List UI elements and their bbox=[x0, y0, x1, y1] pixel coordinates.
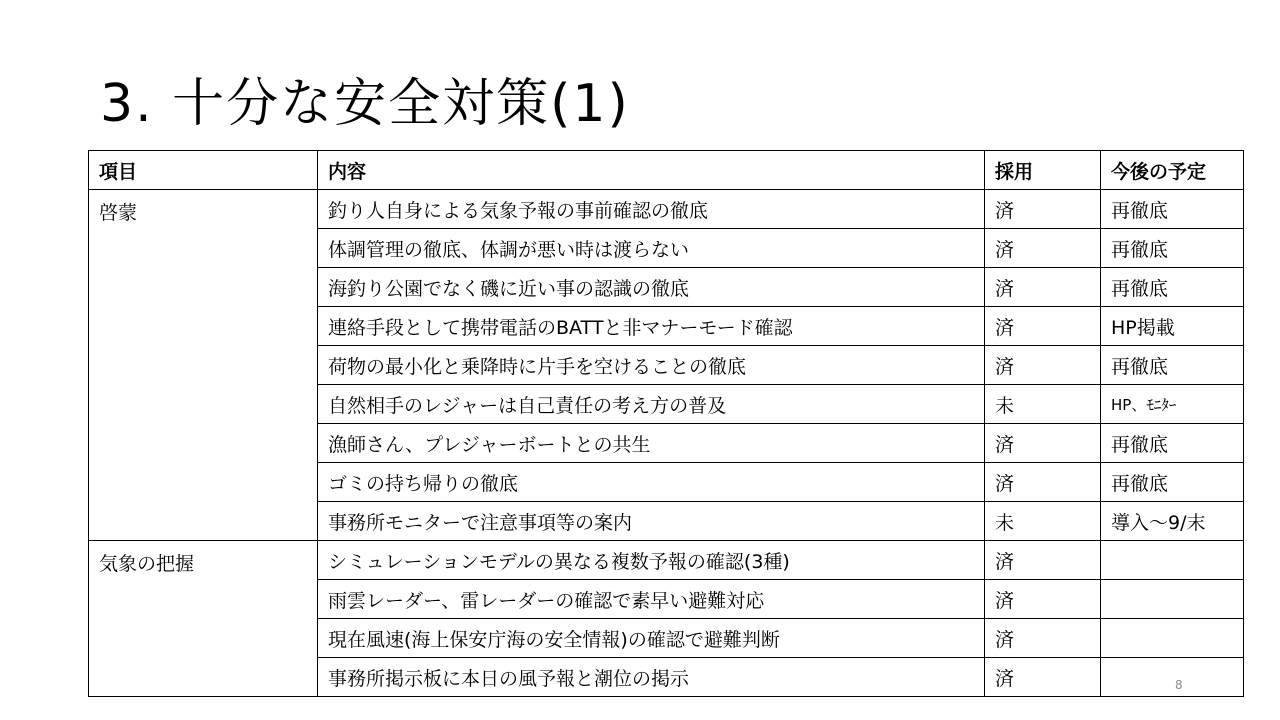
adopted-cell: 済 bbox=[985, 463, 1101, 502]
adopted-cell: 未 bbox=[985, 502, 1101, 541]
header-adopted: 採用 bbox=[985, 151, 1101, 190]
content-cell: 漁師さん、プレジャーボートとの共生 bbox=[318, 424, 985, 463]
plan-cell: 再徹底 bbox=[1101, 424, 1244, 463]
plan-cell bbox=[1101, 658, 1244, 697]
content-cell: 海釣り公園でなく磯に近い事の認識の徹底 bbox=[318, 268, 985, 307]
content-cell: 雨雲レーダー、雷レーダーの確認で素早い避難対応 bbox=[318, 580, 985, 619]
adopted-cell: 未 bbox=[985, 385, 1101, 424]
plan-cell bbox=[1101, 580, 1244, 619]
plan-cell: 再徹底 bbox=[1101, 190, 1244, 229]
adopted-cell: 済 bbox=[985, 658, 1101, 697]
table-row bbox=[89, 541, 1244, 580]
plan-cell: 再徹底 bbox=[1101, 268, 1244, 307]
page-number: 8 bbox=[1175, 678, 1183, 692]
plan-cell: 再徹底 bbox=[1101, 463, 1244, 502]
adopted-cell: 済 bbox=[985, 424, 1101, 463]
adopted-cell: 済 bbox=[985, 619, 1101, 658]
plan-cell: 再徹底 bbox=[1101, 346, 1244, 385]
plan-cell bbox=[1101, 541, 1244, 580]
header-content: 内容 bbox=[318, 151, 985, 190]
content-cell: 自然相手のレジャーは自己責任の考え方の普及 bbox=[318, 385, 985, 424]
plan-cell: 再徹底 bbox=[1101, 229, 1244, 268]
adopted-cell: 済 bbox=[985, 541, 1101, 580]
header-plan: 今後の予定 bbox=[1101, 151, 1244, 190]
plan-cell bbox=[1101, 619, 1244, 658]
content-cell: 現在風速(海上保安庁海の安全情報)の確認で避難判断 bbox=[318, 619, 985, 658]
adopted-cell: 済 bbox=[985, 580, 1101, 619]
table-header-row bbox=[89, 151, 1244, 190]
adopted-cell: 済 bbox=[985, 307, 1101, 346]
content-cell: 連絡手段として携帯電話のBATTと非マナーモード確認 bbox=[318, 307, 985, 346]
safety-measures-table bbox=[88, 150, 1244, 697]
header-item: 項目 bbox=[89, 151, 318, 190]
content-cell: 荷物の最小化と乗降時に片手を空けることの徹底 bbox=[318, 346, 985, 385]
category-cell: 気象の把握 bbox=[89, 541, 318, 697]
category-cell: 啓蒙 bbox=[89, 190, 318, 541]
plan-cell: 導入～9/末 bbox=[1101, 502, 1244, 541]
plan-cell: HP掲載 bbox=[1101, 307, 1244, 346]
plan-cell: HP、ﾓﾆﾀｰ bbox=[1101, 385, 1244, 424]
content-cell: 釣り人自身による気象予報の事前確認の徹底 bbox=[318, 190, 985, 229]
adopted-cell: 済 bbox=[985, 229, 1101, 268]
content-cell: シミュレーションモデルの異なる複数予報の確認(3種) bbox=[318, 541, 985, 580]
content-cell: 事務所モニターで注意事項等の案内 bbox=[318, 502, 985, 541]
content-cell: ゴミの持ち帰りの徹底 bbox=[318, 463, 985, 502]
adopted-cell: 済 bbox=[985, 268, 1101, 307]
adopted-cell: 済 bbox=[985, 346, 1101, 385]
table-row bbox=[89, 190, 1244, 229]
slide-title: 3. 十分な安全対策(1) bbox=[100, 74, 630, 134]
content-cell: 体調管理の徹底、体調が悪い時は渡らない bbox=[318, 229, 985, 268]
adopted-cell: 済 bbox=[985, 190, 1101, 229]
content-cell: 事務所掲示板に本日の風予報と潮位の掲示 bbox=[318, 658, 985, 697]
